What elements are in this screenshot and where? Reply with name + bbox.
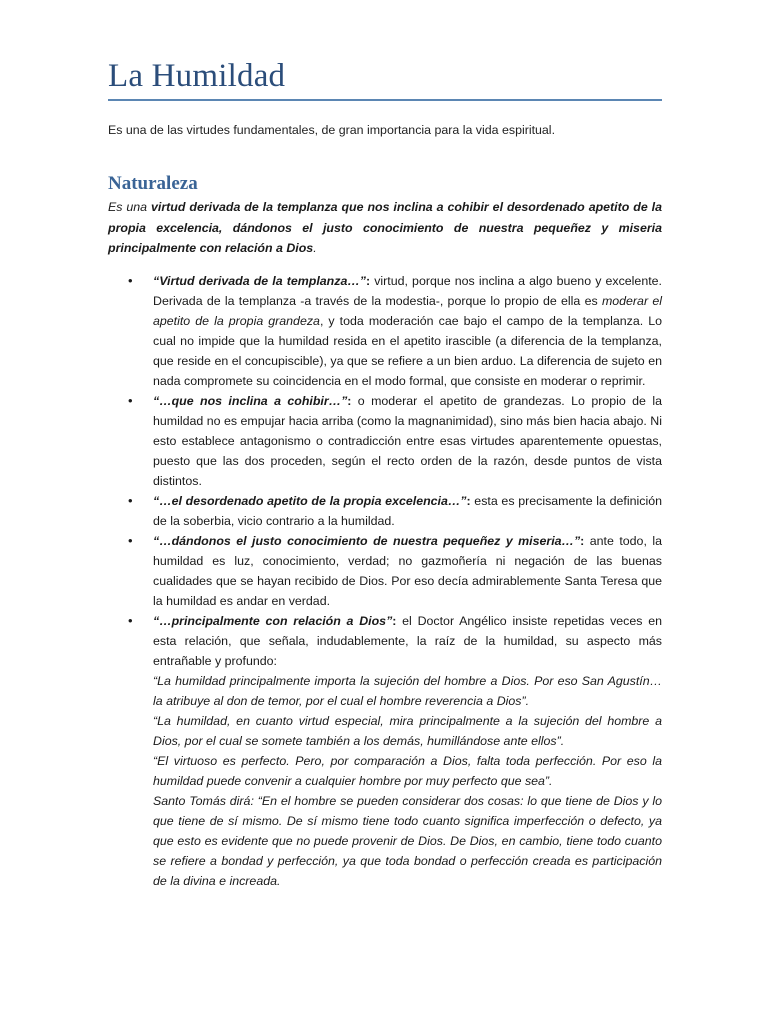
quotation: Santo Tomás dirá: “En el hombre se pueden considerar dos cosas: lo que tiene de Dios y lo que tiene de sí mismo. De sí mismo tiene todo cuanto significa imperfección o defecto, ya que esto es evidente que no puede provenir de Dios. De Dios, en cambio, tiene todo cuanto se refiere a bondad y perfección, ya que toda bondad o perfección creada es participación de la divina e increada. (153, 794, 662, 888)
bullet-quote: “…principalmente con relación a Dios” (153, 614, 393, 628)
bullet-quote: “…dándonos el justo conocimiento de nuestra pequeñez y miseria…” (153, 534, 581, 548)
bullet-colon: : (392, 614, 397, 628)
bullet-colon: : (466, 494, 471, 508)
section-heading-naturaleza: Naturaleza (108, 173, 198, 194)
bullet-icon: • (128, 493, 133, 508)
list-item (108, 391, 662, 491)
bullet-colon: : (580, 534, 585, 548)
bullet-italic: moderar el apetito de la propia grandeza (153, 294, 662, 328)
bullet-icon: • (128, 273, 133, 288)
list-item (108, 611, 662, 891)
list-item (108, 271, 662, 391)
bullet-icon: • (128, 613, 133, 628)
quotation: “La humildad, en cuanto virtud especial, mira principalmente a la sujeción del hombre a Dios, por el cual se somete también a los demás, humillándose ante ellos”. (153, 714, 662, 748)
list-item (108, 531, 662, 611)
document-title: La Humildad (108, 58, 286, 94)
definition-bold: virtud derivada de la templanza que nos inclina a cohibir el desordenado apetito de la propia excelencia, dándonos el justo conocimiento de nuestra pequeñez y miseria principalmente con relación a Dios (108, 200, 662, 255)
bullet-text: virtud, porque nos inclina a algo bueno y excelente. Derivada de la templanza -a través de la modestia-, porque lo propio de ella es (153, 274, 662, 308)
bullet-quote: “Virtud derivada de la templanza…” (153, 274, 366, 288)
intro-paragraph: Es una de las virtudes fundamentales, de gran importancia para la vida espiritual. (108, 123, 556, 137)
bullet-icon: • (128, 533, 133, 548)
bullet-icon: • (128, 393, 133, 408)
definition-paragraph (108, 197, 662, 259)
quotation: “El virtuoso es perfecto. Pero, por comparación a Dios, falta toda perfección. Por eso la humildad puede convenir a cualquier hombre por muy perfecto que sea”. (153, 754, 662, 788)
bullet-list (108, 271, 662, 891)
list-item (108, 491, 662, 531)
bullet-text: o moderar el apetito de grandezas. Lo propio de la humildad no es empujar hacia arriba (como la magnanimidad), sino más bien hacia abajo. Ni esto establece antagonismo o contradicción entre esas virtudes aparentemente opuestas, puesto que las dos proceden, según el recto orden de la razón, desde puntos de vista distintos. (153, 394, 662, 488)
bullet-text: , y toda moderación cae bajo el campo de la templanza. Lo cual no impide que la humildad resida en el apetito irascible (a diferencia de la templanza, que reside en el concupiscible), ya que se refiere a un bien arduo. La diferencia de sujeto en nada compromete su coincidencia en el modo formal, que consiste en moderar o reprimir. (153, 314, 663, 388)
bullet-text: el Doctor Angélico insiste repetidas veces en esta relación, que señala, indudablemente, la raíz de la humildad, su aspecto más entrañable y profundo: (153, 614, 662, 668)
quotation: “La humildad principalmente importa la sujeción del hombre a Dios. Por eso San Agustín… la atribuye al don de temor, por el cual el hombre reverencia a Dios”. (153, 674, 662, 708)
title-underline (108, 99, 662, 101)
bullet-colon: : (347, 394, 352, 408)
bullet-text: ante todo, la humildad es luz, conocimiento, verdad; no gazmoñería ni negación de las buenas cualidades que se hayan recibido de Dios. Por eso decía admirablemente Santa Teresa que la humildad es andar en verdad. (153, 534, 662, 608)
bullet-colon: : (365, 274, 371, 288)
bullet-quote: “…el desordenado apetito de la propia excelencia…” (153, 494, 467, 508)
bullet-text: esta es precisamente la definición de la soberbia, vicio contrario a la humildad. (153, 494, 662, 528)
definition-lead: Es una (108, 200, 152, 214)
definition-end: . (313, 241, 317, 255)
bullet-quote: “…que nos inclina a cohibir…” (153, 394, 348, 408)
